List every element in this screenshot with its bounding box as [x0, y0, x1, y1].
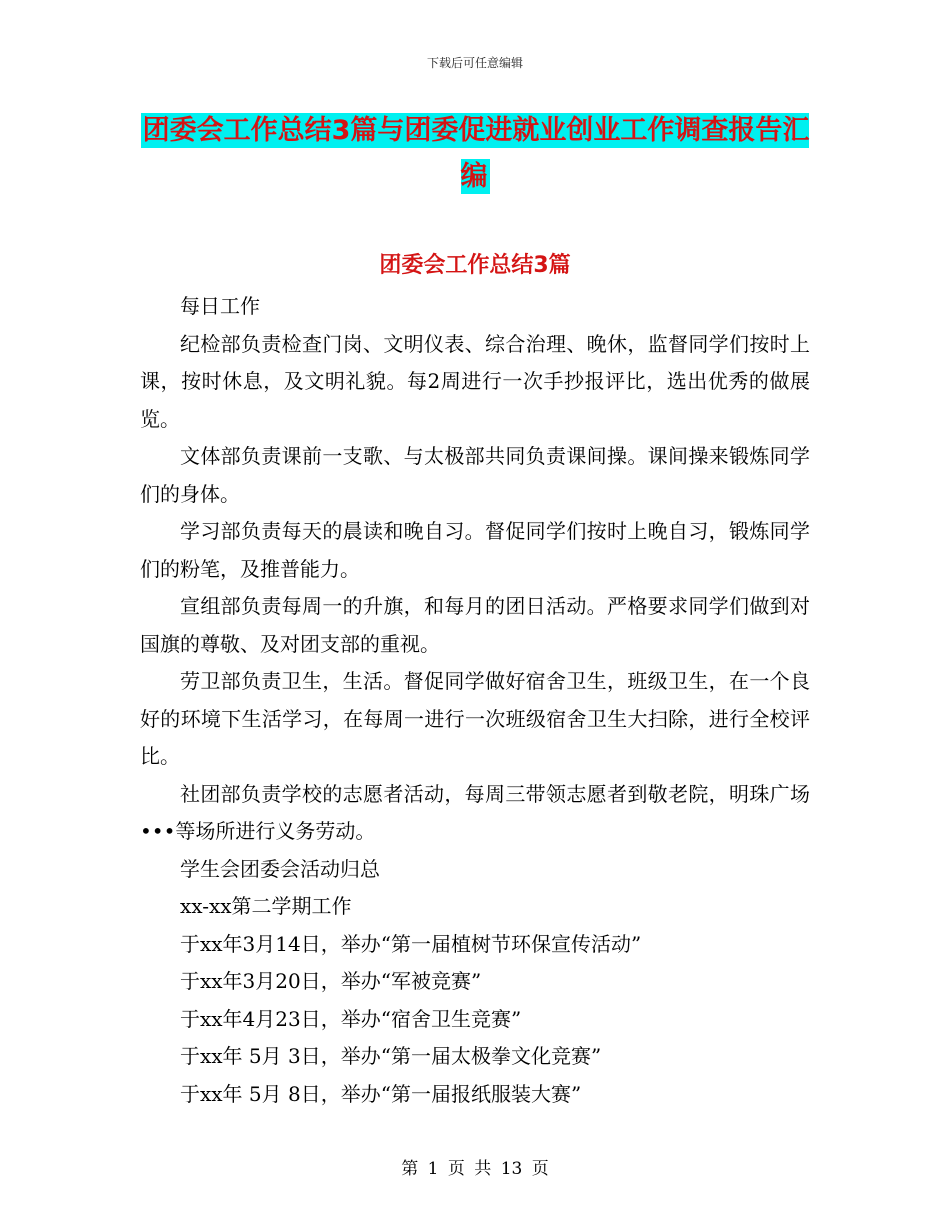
document-body — [140, 288, 810, 1113]
paragraph: 于xx年 5月 3日，举办“第一届太极拳文化竞赛” — [180, 1044, 602, 1068]
paragraph: 于xx年 5月 8日，举办“第一届报纸服装大赛” — [180, 1081, 582, 1106]
paragraph: 学习部负责每天的晨读和晚自习。督促同学们按时上晚自习，锻炼同学们的粉笔，及推普能力。 — [140, 519, 810, 581]
document-title-text: 团委会工作总结3篇与团委促进就业创业工作调查报告汇编 — [142, 115, 810, 192]
paragraph: 每日工作 — [180, 294, 260, 318]
paragraph: 宣组部负责每周一的升旗，和每月的团日活动。严格要求同学们做到对国旗的尊敬、及对团支部的重视。 — [140, 594, 810, 656]
paragraph: 社团部负责学校的志愿者活动，每周三带领志愿者到敬老院，明珠广场•••等场所进行义务劳动。 — [140, 781, 810, 843]
document-title — [140, 108, 810, 200]
page-header-note: 下载后可任意编辑 — [426, 56, 523, 70]
paragraph: 于xx年3月20日，举办“军被竞赛” — [180, 969, 482, 993]
paragraph: 于xx年3月14日，举办“第一届植树节环保宣传活动” — [180, 931, 642, 956]
paragraph: 文体部负责课前一支歌、与太极部共同负责课间操。课间操来锻炼同学们的身体。 — [140, 444, 810, 506]
paragraph: xx-xx第二学期工作 — [180, 894, 352, 918]
paragraph: 纪检部负责检查门岗、文明仪表、综合治理、晚休，监督同学们按时上课，按时休息，及文明礼貌。每2周进行一次手抄报评比，选出优秀的做展览。 — [140, 331, 810, 431]
paragraph: 于xx年4月23日，举办“宿舍卫生竞赛” — [180, 1006, 522, 1031]
page-footer: 第 1 页 共 13 页 — [401, 1159, 549, 1179]
paragraph: 学生会团委会活动归总 — [180, 856, 380, 881]
section-title: 团委会工作总结3篇 — [379, 253, 571, 278]
paragraph: 劳卫部负责卫生，生活。督促同学做好宿舍卫生，班级卫生，在一个良好的环境下生活学习，在每周一进行一次班级宿舍卫生大扫除，进行全校评比。 — [140, 669, 810, 768]
